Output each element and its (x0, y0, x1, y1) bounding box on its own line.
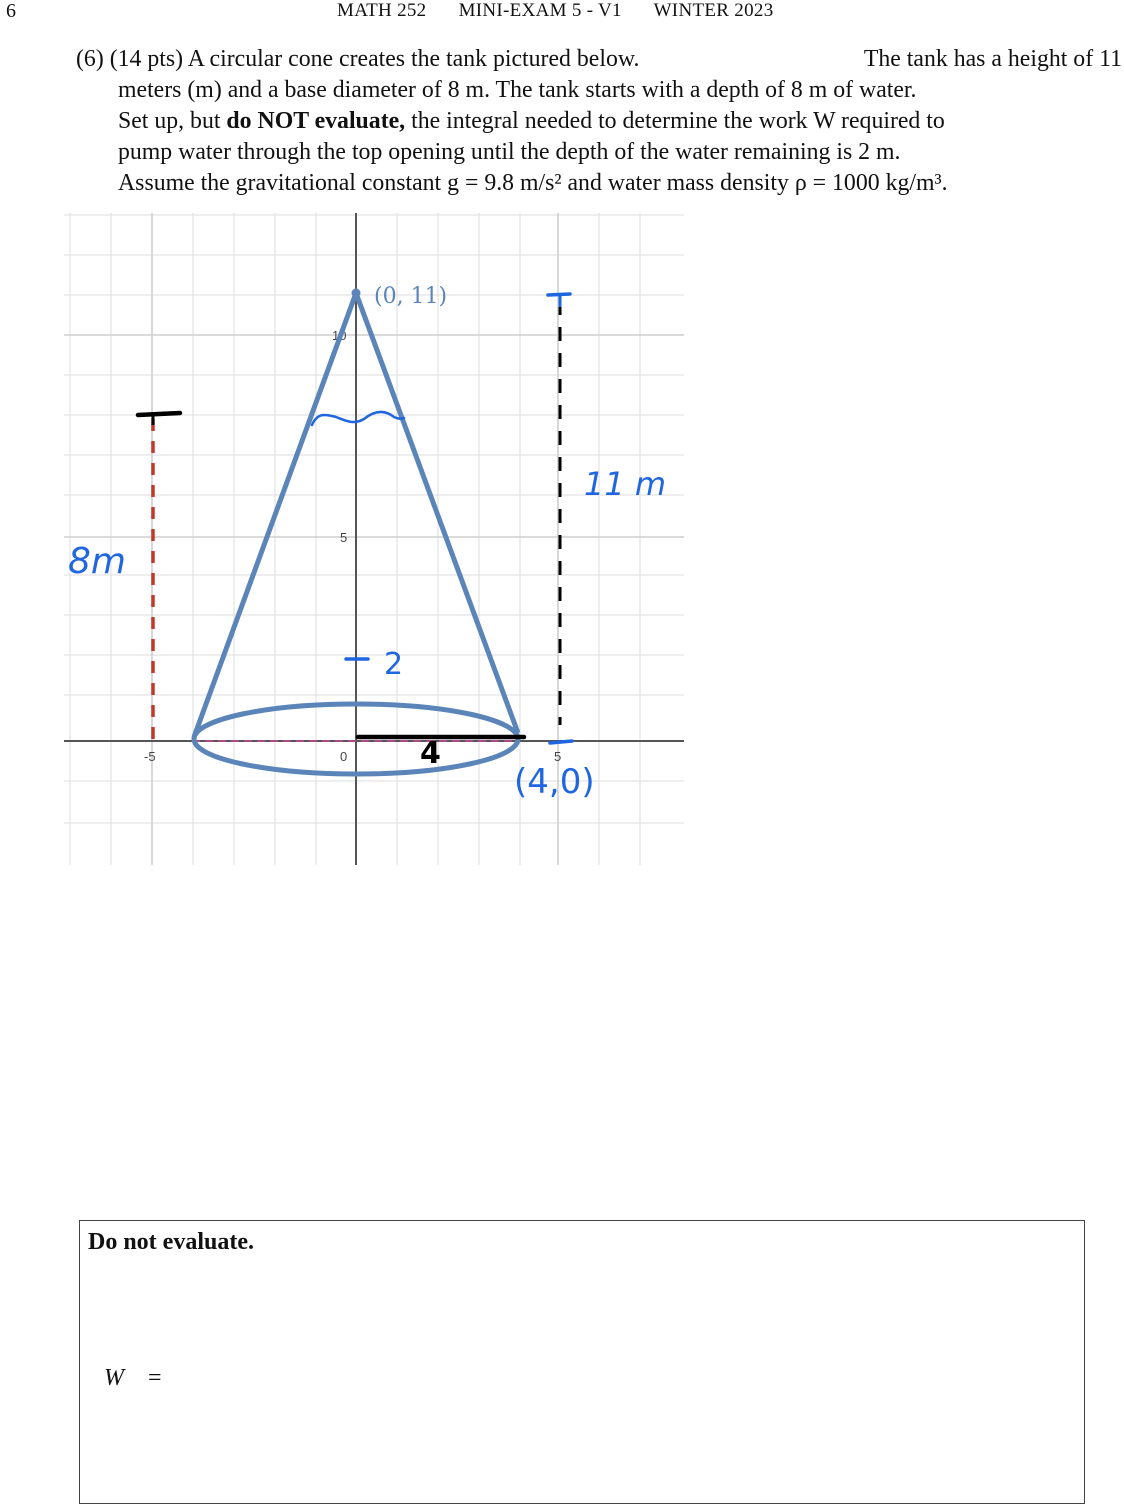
level-two-label: 2 (384, 647, 404, 682)
problem-statement (76, 44, 1122, 199)
exam-term: WINTER 2023 (653, 0, 774, 21)
problem-line-3 (76, 106, 1122, 137)
tick-label-y-10: 10 (332, 328, 347, 343)
tick-label-x-0: 0 (340, 749, 348, 764)
running-header (337, 0, 774, 22)
tick-label-x-neg5: -5 (144, 749, 156, 764)
exam-name: MINI-EXAM 5 - V1 (458, 0, 622, 21)
problem-text: Set up, but (118, 108, 221, 134)
cone-graph (64, 213, 684, 865)
problem-number: (6) (76, 46, 104, 72)
do-not-evaluate-emphasis: do NOT evaluate, (226, 108, 406, 134)
problem-line-1 (76, 44, 1122, 75)
problem-text: The tank has a height of 11 (863, 46, 1122, 72)
radius-label: 4 (420, 736, 441, 771)
answer-box[interactable] (79, 1220, 1085, 1504)
cone-tank-figure (64, 213, 684, 865)
problem-line-2: meters (m) and a base diameter of 8 m. The tank starts with a depth of 8 m of water. (118, 77, 917, 103)
depth-label: 8m (68, 541, 126, 582)
height-bottom-mark (550, 741, 572, 743)
water-level-squiggle (312, 412, 404, 425)
problem-line-4: pump water through the top opening until the depth of the water remaining is 2 m. (118, 139, 901, 165)
tick-label-y-5: 5 (340, 530, 348, 545)
apex-point (352, 289, 361, 298)
point-label: (4,0) (514, 762, 595, 802)
height-top-mark (548, 294, 570, 295)
apex-label: (0, 11) (374, 284, 448, 309)
depth-top-mark (138, 413, 180, 415)
height-label: 11 m (584, 465, 667, 503)
page-number: 6 (6, 0, 16, 22)
problem-text: the integral needed to determine the work W required to (411, 108, 945, 134)
problem-line-5: Assume the gravitational constant g = 9.8 m/s² and water mass density ρ = 1000 kg/m³. (118, 170, 948, 196)
problem-text: A circular cone creates the tank pictured below. (187, 46, 640, 72)
work-symbol: W (104, 1365, 124, 1391)
answer-instruction: Do not evaluate. (88, 1229, 254, 1255)
course-name: MATH 252 (337, 0, 427, 21)
equals-sign: = (148, 1365, 162, 1391)
problem-points: (14 pts) (109, 46, 184, 72)
tick-label-x-5: 5 (554, 749, 562, 764)
